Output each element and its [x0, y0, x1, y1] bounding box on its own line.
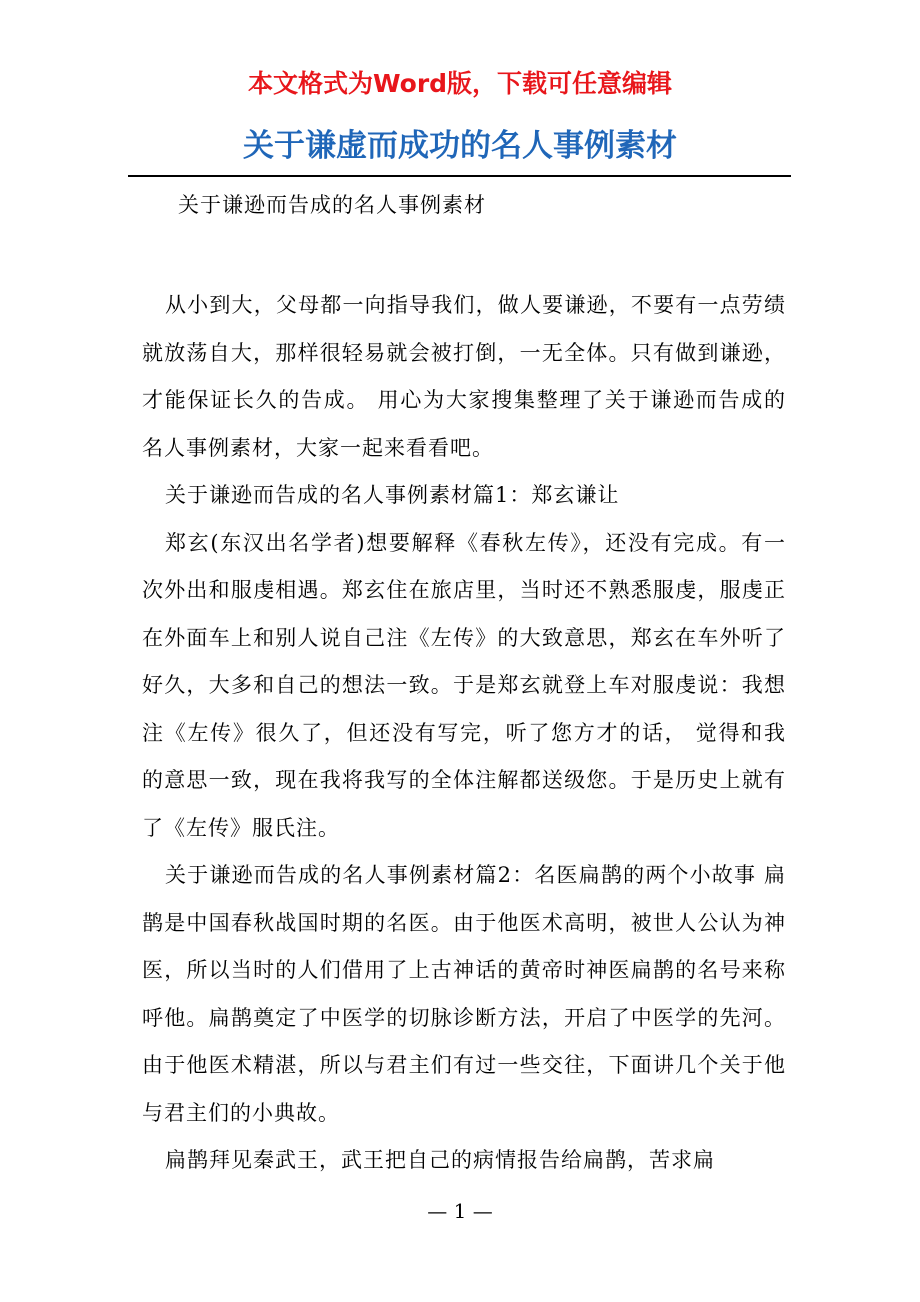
document-subtitle: 关于谦逊而告成的名人事例素材: [178, 193, 486, 217]
paragraph-zheng-xuan: 郑玄(东汉出名学者)想要解释《春秋左传》，还没有完成。有一次外出和服虔相遇。郑玄住在旅店里，当时还不熟悉服虔，服虔正在外面车上和别人说自己注《左传》的大致意思，郑玄在车外听了好久，大多和自己的想法一致。于是郑玄就登上车对服虔说：我想注《左传》很久了，但还没有写完，听了您方才的话， 觉得和我的意思一致，现在我将我写的全体注解都送级您。于是历史上就有了《左传》服氏注。: [142, 530, 786, 840]
paragraph-bian-que: 关于谦逊而告成的名人事例素材篇2：名医扁鹊的两个小故事 扁鹊是中国春秋战国时期的名医。由于他医术高明，被世人公认为神医，所以当时的人们借用了上古神话的黄帝时神医扁鹊的名号来称呼他。扁鹊奠定了中医学的切脉诊断方法，开启了中医学的先河。由于他医术精湛，所以与君主们有过一些交往，下面讲几个关于他与君主们的小典故。: [142, 863, 786, 1125]
document-body: [142, 282, 786, 1185]
document-title: 关于谦虚而成功的名人事例素材: [243, 128, 677, 164]
page-number: — 1 —: [427, 1199, 493, 1223]
paragraph-qin-wuwang: 扁鹊拜见秦武王，武王把自己的病情报告给扁鹊，苦求扁: [165, 1148, 715, 1172]
paragraph-heading-1: 关于谦逊而告成的名人事例素材篇1：郑玄谦让: [165, 483, 620, 507]
paragraph-intro: 从小到大，父母都一向指导我们，做人要谦逊，不要有一点劳绩就放荡自大，那样很轻易就会被打倒，一无全体。只有做到谦逊，才能保证长久的告成。 用心为大家搜集整理了关于谦逊而告成的名人事例素材，大家一起来看看吧。: [142, 293, 786, 460]
title-divider: [128, 175, 791, 177]
format-notice-banner: 本文格式为Word版，下载可任意编辑: [247, 69, 673, 98]
